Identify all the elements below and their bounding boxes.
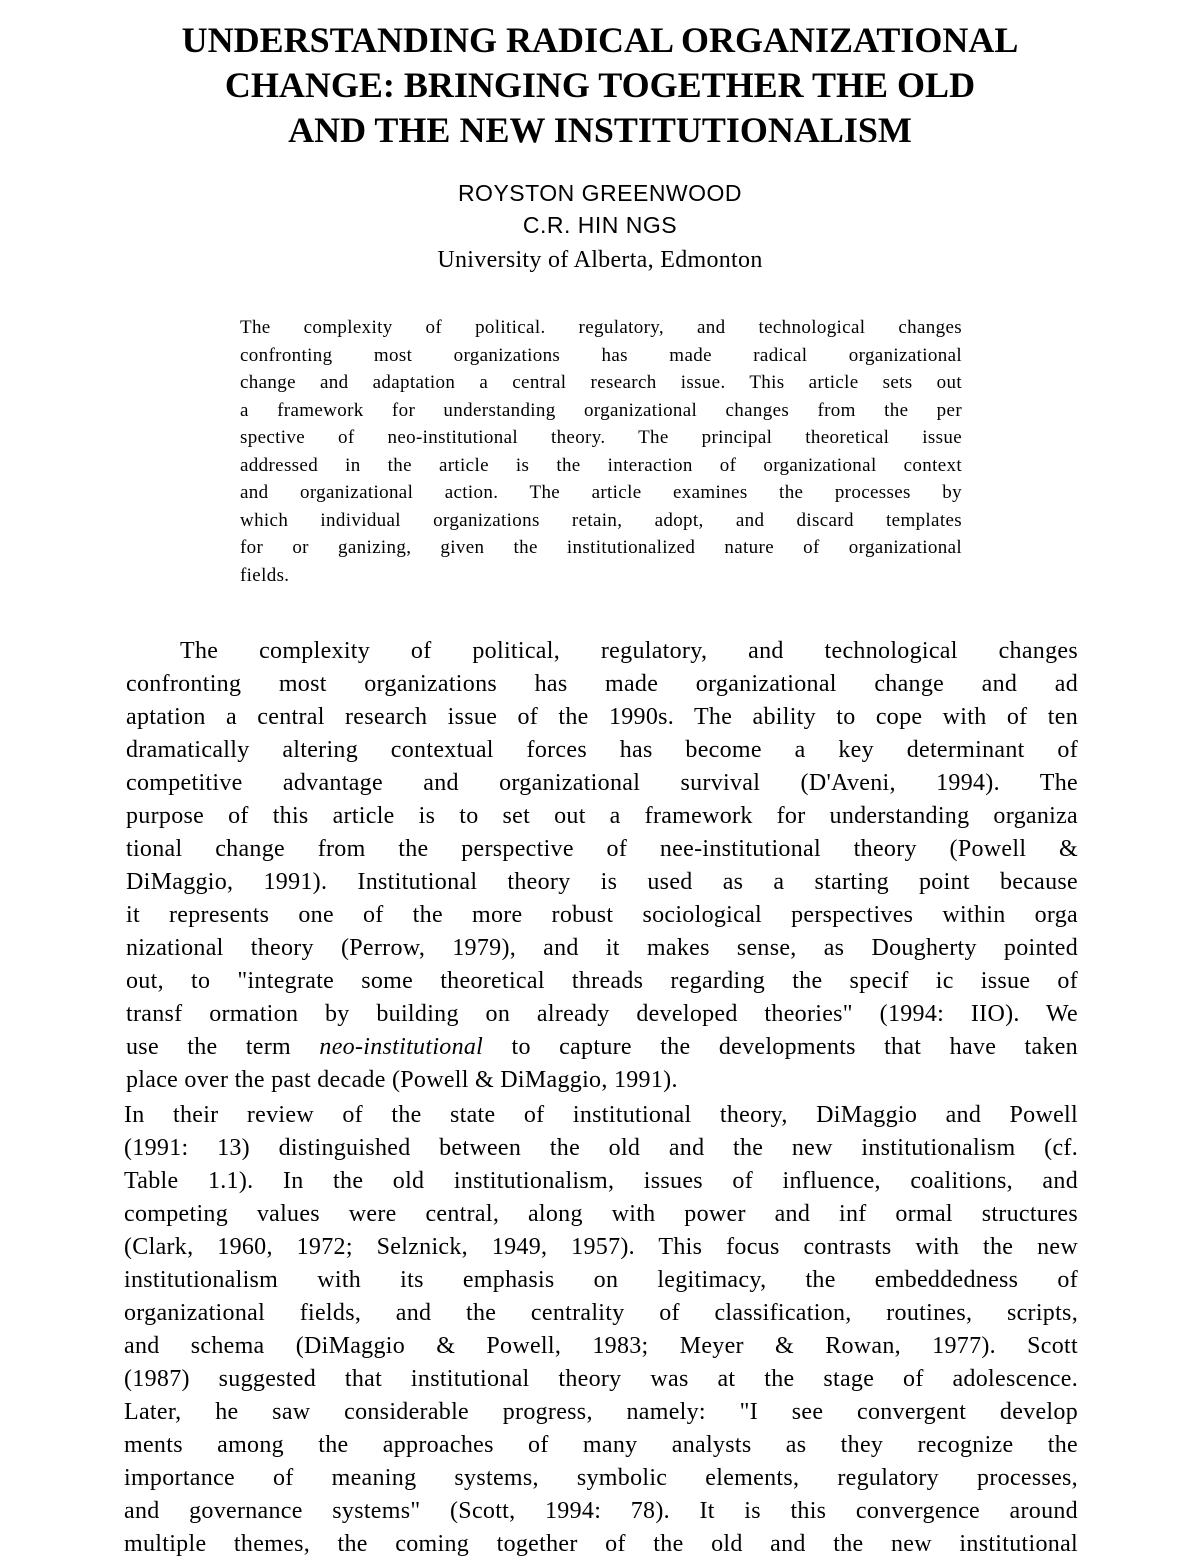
abstract-line: addressed in the article is the interaction of organizational context xyxy=(240,454,962,476)
abstract-line: confronting most organizations has made radical organizational xyxy=(240,344,962,366)
paragraph-line-with-italic xyxy=(126,1031,1078,1064)
body-paragraph-1 xyxy=(126,635,1078,1097)
paragraph-line: Later, he saw considerable progress, namely: "I see convergent develop xyxy=(124,1399,1078,1425)
abstract-line: change and adaptation a central research issue. This article sets out xyxy=(240,372,962,393)
author-affiliation: University of Alberta, Edmonton xyxy=(437,247,763,273)
paragraph-line: The complexity of political, regulatory, and technological changes xyxy=(180,638,1078,664)
paragraph-line: nizational theory (Perrow, 1979), and it makes sense, as Dougherty pointed xyxy=(126,935,1078,961)
paragraph-line: institutionalism with its emphasis on legitimacy, the embeddedness of xyxy=(124,1267,1078,1293)
abstract-line: spective of neo-institutional theory. The principal theoretical issue xyxy=(240,427,962,448)
paragraph-line: out, to "integrate some theoretical threads regarding the specif ic issue of xyxy=(126,968,1078,994)
paragraph-line: (Clark, 1960, 1972; Selznick, 1949, 1957). This focus contrasts with the new xyxy=(124,1234,1078,1260)
paragraph-line: and schema (DiMaggio & Powell, 1983; Meyer & Rowan, 1977). Scott xyxy=(124,1333,1078,1359)
paragraph-line: place over the past decade (Powell & DiMaggio, 1991). xyxy=(126,1067,678,1093)
italic-term: neo-institutional xyxy=(319,1034,484,1060)
abstract-line: The complexity of political. regulatory, and technological changes xyxy=(240,317,962,338)
paragraph-line: aptation a central research issue of the 1990s. The ability to cope with of ten xyxy=(126,704,1078,730)
paragraph-line: competitive advantage and organizational survival (D'Aveni, 1994). The xyxy=(126,770,1078,796)
paragraph-text: to capture the developments that have taken xyxy=(483,1034,1078,1060)
paragraph-line: competing values were central, along with power and inf ormal structures xyxy=(124,1201,1078,1227)
paragraph-line: ments among the approaches of many analysts as they recognize the xyxy=(124,1432,1078,1458)
author-greenwood: ROYSTON GREENWOOD xyxy=(457,180,743,206)
paragraph-line: and governance systems" (Scott, 1994: 78). It is this convergence around xyxy=(124,1498,1078,1524)
abstract-line: a framework for understanding organizational changes from the per xyxy=(240,399,962,421)
paragraph-line: In their review of the state of institutional theory, DiMaggio and Powell xyxy=(124,1102,1078,1128)
title-line: AND THE NEW INSTITUTIONALISM xyxy=(288,110,912,150)
title-line: UNDERSTANDING RADICAL ORGANIZATIONAL xyxy=(181,20,1019,60)
abstract-line: for or ganizing, given the institutionalized nature of organizational xyxy=(240,537,962,558)
paragraph-text: use the term xyxy=(126,1034,320,1060)
abstract-line: fields. xyxy=(240,564,290,586)
paragraph-line: DiMaggio, 1991). Institutional theory is used as a starting point because xyxy=(126,869,1078,895)
abstract-line: which individual organizations retain, adopt, and discard templates xyxy=(240,509,962,531)
paragraph-line: organizational fields, and the centrality of classification, routines, scripts, xyxy=(124,1300,1078,1326)
paragraph-line: confronting most organizations has made organizational change and ad xyxy=(126,671,1078,697)
abstract xyxy=(240,314,962,589)
paragraph-line: multiple themes, the coming together of the old and the new institutional xyxy=(124,1531,1078,1557)
article-title xyxy=(100,18,1100,153)
paragraph-line: it represents one of the more robust sociological perspectives within orga xyxy=(126,902,1078,928)
paragraph-line: Table 1.1). In the old institutionalism, issues of influence, coalitions, and xyxy=(124,1168,1078,1194)
body-paragraph-2 xyxy=(124,1099,1078,1561)
paragraph-line: transf ormation by building on already developed theories" (1994: IIO). We xyxy=(126,1001,1078,1027)
paragraph-line: tional change from the perspective of nee-institutional theory (Powell & xyxy=(126,836,1078,862)
paragraph-line: (1991: 13) distinguished between the old and the new institutionalism (cf. xyxy=(124,1135,1078,1161)
abstract-line: and organizational action. The article examines the processes by xyxy=(240,482,962,503)
paragraph-line: purpose of this article is to set out a framework for understanding organiza xyxy=(126,803,1078,829)
paragraph-line: dramatically altering contextual forces has become a key determinant of xyxy=(126,737,1078,763)
title-line: CHANGE: BRINGING TOGETHER THE OLD xyxy=(224,65,976,105)
author-hinings: C.R. HIN NGS xyxy=(522,212,678,238)
paragraph-line: (1987) suggested that institutional theory was at the stage of adolescence. xyxy=(124,1366,1078,1392)
paragraph-line: importance of meaning systems, symbolic elements, regulatory processes, xyxy=(124,1465,1078,1491)
